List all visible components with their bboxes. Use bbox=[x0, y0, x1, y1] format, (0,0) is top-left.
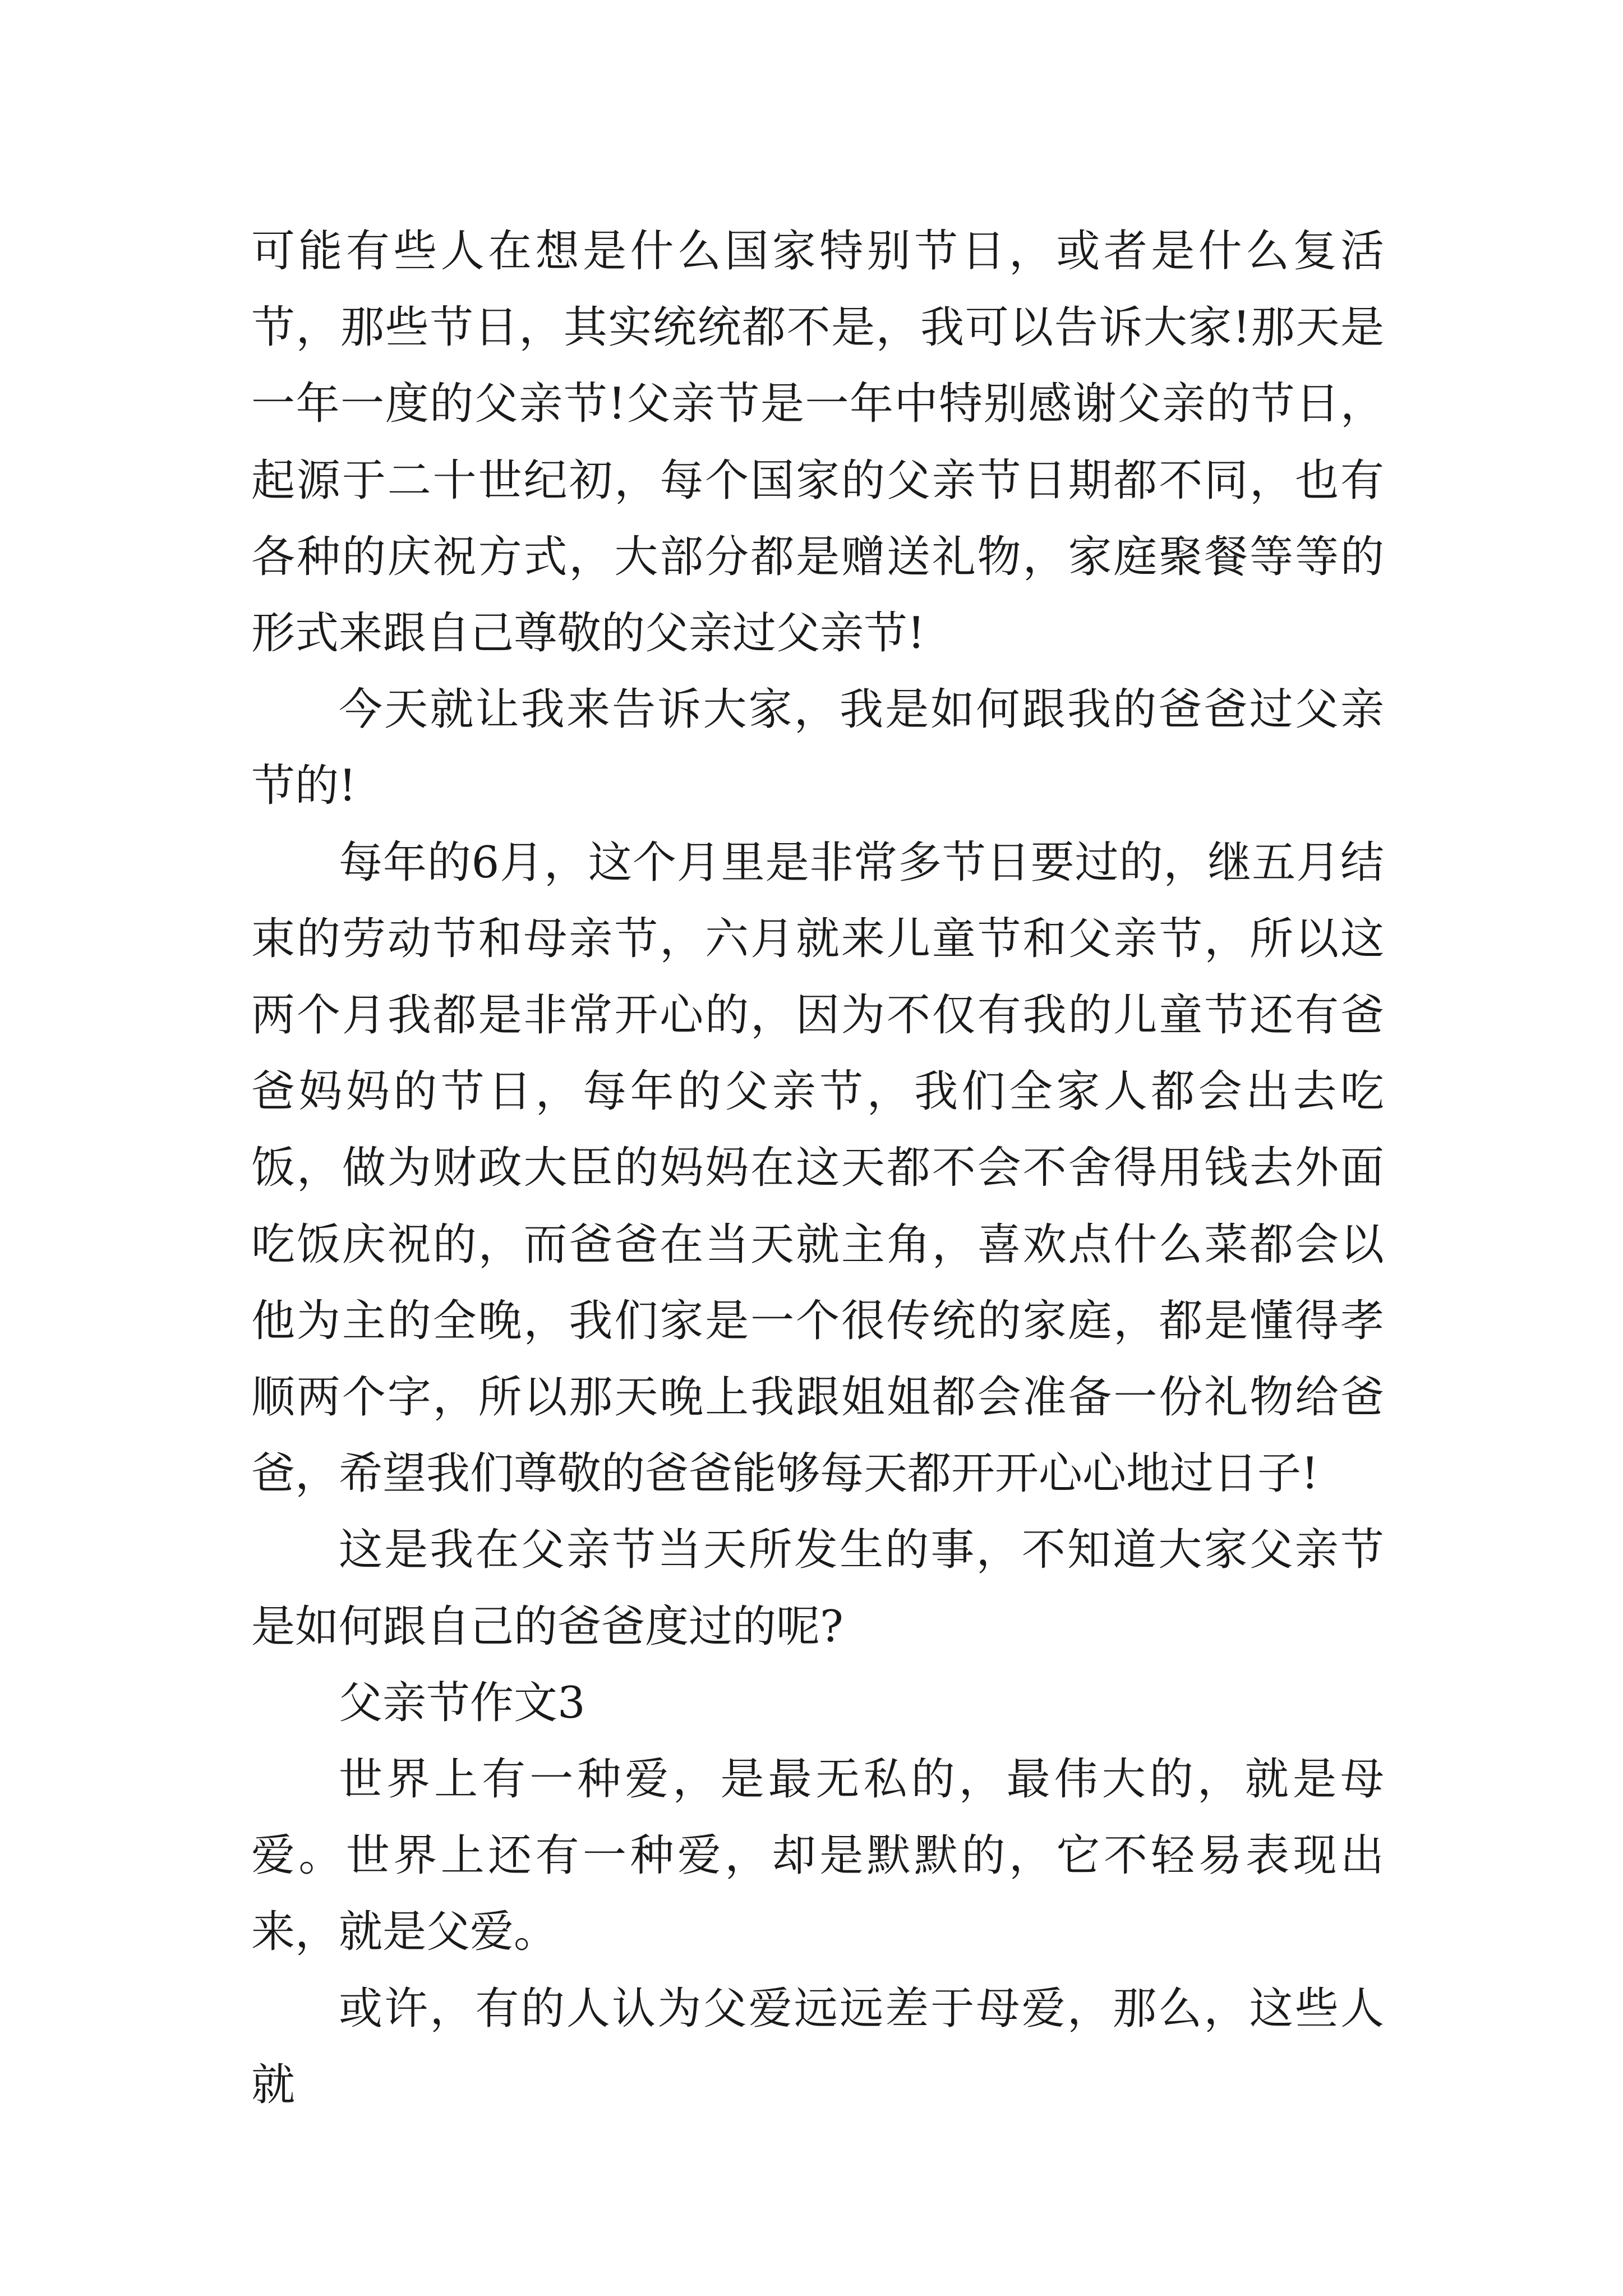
paragraph-june-holidays: 每年的6月，这个月里是非常多节日要过的，继五月结束的劳动节和母亲节，六月就来儿童节和父亲节，所以这两个月我都是非常开心的，因为不仅有我的儿童节还有爸爸妈妈的节日，每年的父亲节，我们全家人都会出去吃饭，做为财政大臣的妈妈在这天都不会不舍得用钱去外面吃饭庆祝的，而爸爸在当天就主角，喜欢点什么菜都会以他为主的全晚，我们家是一个很传统的家庭，都是懂得孝顺两个字，所以那天晚上我跟姐姐都会准备一份礼物给爸爸，希望我们尊敬的爸爸能够每天都开开心心地过日子! bbox=[251, 837, 1384, 1499]
section-heading: 父亲节作文3 bbox=[339, 1677, 585, 1728]
paragraph-how-we-celebrate: 今天就让我来告诉大家，我是如何跟我的爸爸过父亲节的! bbox=[251, 684, 1384, 812]
paragraph-closing-question: 这是我在父亲节当天所发生的事，不知道大家父亲节是如何跟自己的爸爸度过的呢? bbox=[251, 1525, 1384, 1652]
paragraph-fatherly-love: 或许，有的人认为父爱远远差于母爱，那么，这些人就 bbox=[251, 1983, 1384, 2110]
essay-body bbox=[251, 213, 1384, 2123]
paragraph-kinds-of-love: 世界上有一种爱，是最无私的，最伟大的，就是母爱。世界上还有一种爱，却是默默的，它不轻易表现出来，就是父爱。 bbox=[251, 1754, 1384, 1958]
paragraph-intro: 可能有些人在想是什么国家特别节日，或者是什么复活节，那些节日，其实统统都不是，我可以告诉大家!那天是一年一度的父亲节!父亲节是一年中特别感谢父亲的节日，起源于二十世纪初，每个国家的父亲节日期都不同，也有各种的庆祝方式，大部分都是赠送礼物，家庭聚餐等等的形式来跟自己尊敬的父亲过父亲节! bbox=[251, 226, 1384, 659]
